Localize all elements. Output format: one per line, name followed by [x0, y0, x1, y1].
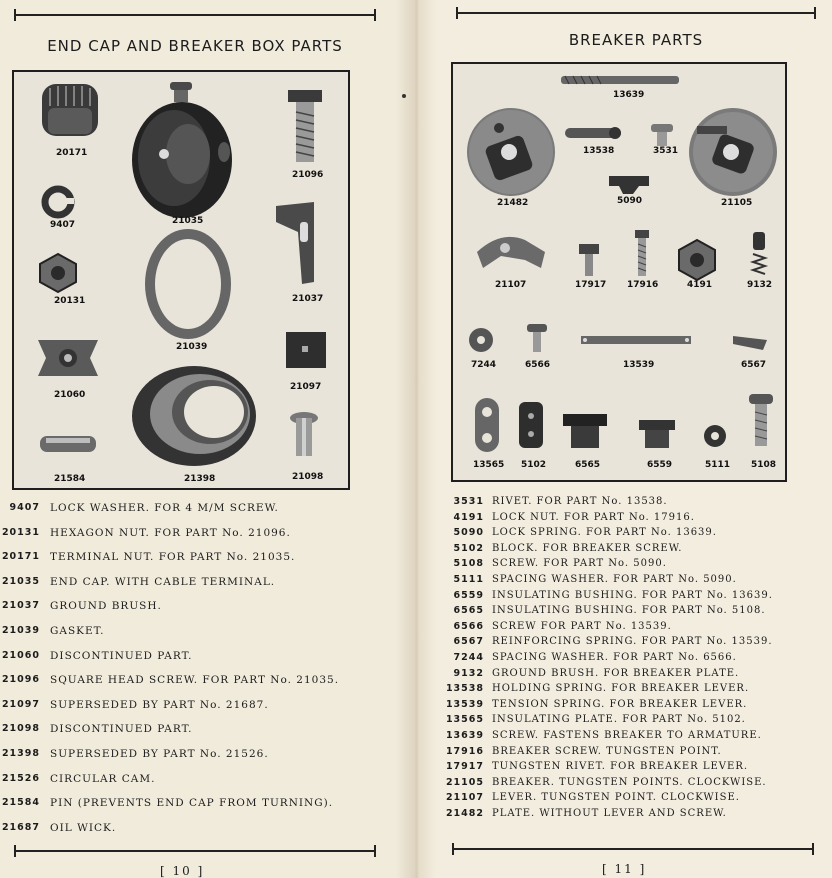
part-number: 4191 — [453, 511, 484, 523]
part-number: 21060 — [1, 649, 40, 661]
part-description: END CAP. WITH CABLE TERMINAL. — [50, 575, 276, 588]
bottom-rule-left — [14, 850, 376, 852]
fig-label-13538: 13538 — [583, 146, 615, 156]
part-number: 6566 — [453, 620, 484, 632]
part-description: REINFORCING SPRING. FOR PART No. 13539. — [492, 636, 773, 648]
part-description: TUNGSTEN RIVET. FOR BREAKER LEVER. — [492, 761, 749, 773]
part-number: 21584 — [1, 797, 40, 809]
part-description: SCREW. FASTENS BREAKER TO ARMATURE. — [492, 730, 762, 741]
part-number: 21097 — [1, 698, 40, 710]
fig-label-21097: 21097 — [290, 382, 322, 392]
part-number: 21482 — [445, 808, 484, 819]
part-description: LOCK WASHER. FOR 4 M/M SCREW. — [50, 502, 279, 514]
part-number: 6565 — [453, 605, 484, 617]
part-description: GASKET. — [50, 625, 105, 637]
part-number: 5108 — [453, 558, 484, 570]
part-number: 5090 — [453, 527, 484, 539]
part-description: OIL WICK. — [50, 821, 117, 834]
part-number: 17917 — [445, 761, 484, 773]
fig-label-21105: 21105 — [721, 198, 753, 208]
bottom-rule-right — [452, 848, 814, 850]
fig-label-13565: 13565 — [473, 460, 505, 470]
fig-label-5111: 5111 — [705, 460, 731, 470]
hexagon-nut-figure — [40, 254, 76, 292]
pin-figure — [40, 436, 96, 452]
part-number: 13538 — [445, 683, 484, 695]
part-description: SPACING WASHER. FOR PART No. 5090. — [492, 574, 737, 585]
left-parts-list — [0, 500, 390, 840]
part-description: PIN (PREVENTS END CAP FROM TURNING). — [50, 797, 334, 810]
breaker-lever-figure — [477, 237, 545, 268]
part-number: 13639 — [445, 730, 484, 741]
part-number: 5102 — [453, 542, 484, 554]
fig-label-13539: 13539 — [623, 360, 655, 370]
fig-label-6566: 6566 — [525, 360, 551, 370]
ground-brush-9132-figure — [753, 232, 765, 274]
part-number: 21105 — [445, 776, 484, 788]
breaker-plate-figure — [467, 108, 555, 196]
part-number: 21107 — [445, 792, 484, 804]
part-description: RIVET. FOR PART No. 13538. — [492, 496, 668, 507]
part-description: INSULATING PLATE. FOR PART No. 5102. — [492, 714, 746, 726]
part-number: 21687 — [1, 821, 40, 833]
right-parts-plate — [451, 62, 787, 482]
top-rule-left — [14, 14, 376, 16]
part-description: TENSION SPRING. FOR BREAKER LEVER. — [492, 698, 748, 710]
ground-brush-figure — [276, 202, 314, 284]
part-description: CIRCULAR CAM. — [50, 772, 156, 785]
fig-label-20171: 20171 — [56, 148, 88, 158]
part-description: DISCONTINUED PART. — [50, 649, 193, 662]
right-page-number: [ 11 ] — [602, 862, 647, 876]
fig-label-9407: 9407 — [50, 220, 76, 230]
part-number: 6559 — [453, 589, 484, 601]
part-description: INSULATING BUSHING. FOR PART No. 13639. — [492, 589, 773, 601]
fig-label-21096: 21096 — [292, 170, 324, 180]
fig-label-21037: 21037 — [292, 294, 324, 304]
right-parts-illustration — [453, 64, 785, 480]
fig-label-21098: 21098 — [292, 472, 324, 482]
bushing-21098-figure — [290, 412, 318, 456]
long-screw-figure — [561, 76, 679, 84]
part-number: 9132 — [453, 667, 484, 679]
fig-label-5090: 5090 — [617, 196, 643, 206]
part-number: 20131 — [1, 526, 40, 538]
fig-label-21584: 21584 — [54, 474, 86, 484]
part-description: SCREW FOR PART No. 13539. — [492, 620, 672, 632]
right-parts-list — [440, 496, 832, 836]
part-number: 5111 — [453, 574, 484, 585]
part-number: 21098 — [1, 723, 40, 735]
square-plate-21097-figure — [286, 332, 326, 368]
square-head-screw-figure — [288, 90, 322, 162]
tungsten-rivet-figure — [579, 244, 599, 276]
top-rule-right — [456, 12, 816, 14]
part-number: 17916 — [445, 745, 484, 757]
fig-label-6567: 6567 — [741, 360, 767, 370]
block-figure — [519, 402, 543, 448]
fig-label-21039: 21039 — [176, 342, 208, 352]
part-number: 20171 — [1, 551, 40, 563]
plate-21060-figure — [38, 340, 98, 376]
tension-spring-figure — [581, 336, 691, 344]
washer-5111-figure — [704, 425, 726, 447]
end-cap-figure — [132, 82, 232, 218]
bushing-6565-figure — [563, 414, 607, 448]
lock-washer-figure — [45, 189, 74, 215]
part-number: 21039 — [1, 625, 40, 636]
spacing-washer-figure — [469, 328, 493, 352]
part-number: 7244 — [453, 652, 484, 663]
holding-spring-figure — [565, 127, 621, 139]
right-page-title: BREAKER PARTS — [568, 31, 704, 49]
part-description: LEVER. TUNGSTEN POINT. CLOCKWISE. — [492, 792, 740, 804]
fig-label-21398: 21398 — [184, 474, 216, 484]
part-description: SQUARE HEAD SCREW. FOR PART No. 21035. — [50, 674, 340, 687]
part-description: SUPERSEDED BY PART No. 21687. — [50, 698, 269, 711]
part-description: BLOCK. FOR BREAKER SCREW. — [492, 542, 683, 554]
fig-label-5102: 5102 — [521, 460, 547, 470]
part-description: INSULATING BUSHING. FOR PART No. 5108. — [492, 605, 766, 617]
breaker-assembly-figure — [689, 108, 777, 196]
part-description: SCREW. FOR PART No. 5090. — [492, 558, 667, 570]
fig-label-21035: 21035 — [172, 216, 204, 226]
part-number: 9407 — [9, 502, 40, 513]
fig-label-21107: 21107 — [495, 280, 527, 290]
part-number: 13539 — [445, 698, 484, 710]
part-description: PLATE. WITHOUT LEVER AND SCREW. — [492, 808, 727, 819]
fig-label-17917: 17917 — [575, 280, 607, 290]
fig-label-21482: 21482 — [497, 198, 529, 208]
part-number: 13565 — [445, 714, 484, 726]
left-page-title: END CAP AND BREAKER BOX PARTS — [47, 37, 343, 55]
part-number: 6567 — [453, 636, 484, 648]
part-description: HOLDING SPRING. FOR BREAKER LEVER. — [492, 683, 750, 695]
rivet-figure — [651, 124, 673, 146]
part-number: 21035 — [1, 575, 40, 587]
fig-label-6559: 6559 — [647, 460, 673, 470]
part-description: SUPERSEDED BY PART No. 21526. — [50, 748, 269, 760]
screw-5108-figure — [749, 394, 773, 446]
left-parts-plate — [12, 70, 350, 490]
part-description: SPACING WASHER. FOR PART No. 6566. — [492, 652, 737, 663]
fig-label-20131: 20131 — [54, 296, 86, 306]
gasket-figure — [145, 229, 231, 339]
screw-6566-figure — [527, 324, 547, 352]
part-number: 21526 — [1, 772, 40, 784]
fig-label-5108: 5108 — [751, 460, 777, 470]
left-page-number: [ 10 ] — [160, 864, 205, 878]
part-description: BREAKER SCREW. TUNGSTEN POINT. — [492, 745, 722, 757]
part-number: 21398 — [1, 748, 40, 759]
part-description: HEXAGON NUT. FOR PART No. 21096. — [50, 526, 291, 539]
book-gutter — [396, 0, 436, 878]
fig-label-7244: 7244 — [471, 360, 497, 370]
part-description: TERMINAL NUT. FOR PART No. 21035. — [50, 551, 296, 564]
binding-mark — [402, 94, 406, 98]
part-description: LOCK NUT. FOR PART No. 17916. — [492, 511, 695, 523]
terminal-nut-figure — [42, 84, 98, 136]
circular-cam-figure — [132, 366, 256, 466]
part-description: DISCONTINUED PART. — [50, 723, 193, 736]
part-description: GROUND BRUSH. FOR BREAKER PLATE. — [492, 667, 740, 679]
part-number: 21096 — [1, 674, 40, 686]
bushing-6559-figure — [639, 420, 675, 448]
fig-label-13639: 13639 — [613, 90, 645, 100]
part-number: 3531 — [453, 496, 484, 507]
left-parts-illustration — [14, 72, 348, 488]
fig-label-9132: 9132 — [747, 280, 773, 290]
part-description: LOCK SPRING. FOR PART No. 13639. — [492, 527, 717, 539]
part-description: GROUND BRUSH. — [50, 600, 162, 613]
fig-label-21060: 21060 — [54, 390, 86, 400]
reinforcing-spring-figure — [733, 336, 767, 350]
fig-label-17916: 17916 — [627, 280, 659, 290]
fig-label-6565: 6565 — [575, 460, 601, 470]
part-description: BREAKER. TUNGSTEN POINTS. CLOCKWISE. — [492, 776, 767, 788]
breaker-screw-figure — [635, 230, 649, 276]
part-number: 21037 — [1, 600, 40, 612]
fig-label-3531: 3531 — [653, 146, 679, 156]
fig-label-4191: 4191 — [687, 280, 713, 290]
lock-spring-figure — [609, 176, 649, 194]
insulating-plate-figure — [475, 398, 499, 452]
lock-nut-figure — [679, 240, 715, 280]
